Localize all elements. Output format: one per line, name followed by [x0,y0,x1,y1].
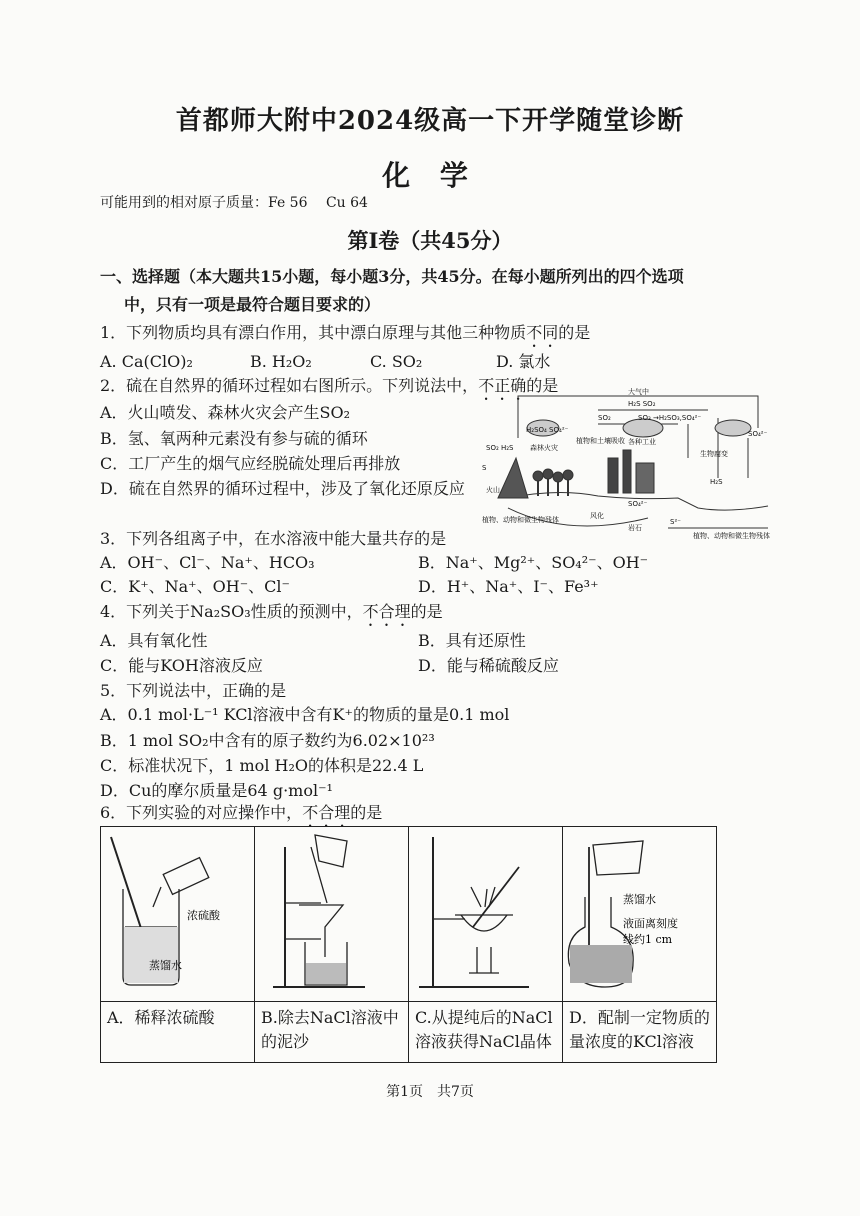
q6-stem: 6．下列实验的对应操作中，不合理的是 [100,803,383,822]
q5-option-c: C．标准状况下，1 mol H₂O的体积是22.4 L [100,756,424,775]
exp-image-c [409,827,563,1002]
q2-option-b: B．氢、氧两种元素没有参与硫的循环 [100,429,368,448]
experiment-table [100,826,717,1063]
caption-c: C.从提纯后的NaCl 溶液获得NaCl晶体 [409,1002,563,1063]
fig-absorb: 植物和土壤吸收 [576,437,625,445]
q2-option-a: A．火山喷发、森林火灾会产生SO₂ [100,403,351,422]
q1-option-d: D. 氯水 [496,352,551,371]
fig-residue-right: 植物、动物和微生物残体 [693,532,770,540]
label-water-a: 蒸馏水 [149,959,182,972]
fig-so4-right: SO₄²⁻ [748,430,768,438]
q5-option-d: D．Cu的摩尔质量是64 g·mol⁻¹ [100,781,333,800]
exam-title: 首都师大附中2024级高一下开学随堂诊断 [175,106,685,136]
q5-option-a: A．0.1 mol·L⁻¹ KCl溶液中含有K⁺的物质的量是0.1 mol [100,705,510,724]
q1-option-c: C. SO₂ [370,352,423,371]
exp-image-d [563,827,717,1002]
caption-d: D．配制一定物质的 量浓度的KCl溶液 [563,1002,717,1063]
fig-h2so4: H₂SO₄ SO₄²⁻ [526,426,569,434]
label-mark-1: 液面离刻度 [623,917,678,930]
subject-title: 化 学 [382,159,478,192]
q4-option-c: C．能与KOH溶液反应 [100,656,263,675]
atomic-mass-note: 可能用到的相对原子质量：Fe 56 Cu 64 [100,195,368,211]
fig-decay: 生物腐变 [700,450,728,458]
q3-option-b: B．Na⁺、Mg²⁺、SO₄²⁻、OH⁻ [418,553,649,572]
label-water-d: 蒸馏水 [623,893,656,906]
fig-volcano: 火山 [486,486,500,494]
section-title: 第I卷（共45分） [347,228,513,253]
sulfur-cycle-figure [478,388,778,550]
fig-s2: S²⁻ [670,518,681,526]
fig-atmosphere: 大气中 [628,388,649,396]
fig-residue-left: 植物、动物和微生物残体 [482,516,559,524]
instructions-line1: 一、选择题（本大题共15小题，每小题3分，共45分。在每小题所列出的四个选项 [100,267,684,286]
q1-stem: 1．下列物质均具有漂白作用，其中漂白原理与其他三种物质不同的是 [100,323,591,342]
q1-option-a: A. Ca(ClO)₂ [100,352,193,371]
q3-stem: 3．下列各组离子中，在水溶液中能大量共存的是 [100,529,447,548]
q4-option-d: D．能与稀硫酸反应 [418,656,559,675]
fig-forest-fire: 森林火灾 [530,444,558,452]
q5-stem: 5．下列说法中，正确的是 [100,681,287,700]
q5-option-b: B．1 mol SO₂中含有的原子数约为6.02×10²³ [100,731,435,750]
fig-rock: 岩石 [628,524,642,532]
page-footer: 第1页 共7页 [386,1084,474,1100]
fig-h2s-so2: H₂S SO₂ [628,400,656,408]
q3-option-d: D．H⁺、Na⁺、I⁻、Fe³⁺ [418,577,599,596]
exp-image-b [255,827,409,1002]
fig-h2s-right: H₂S [710,478,723,486]
q4-option-b: B．具有还原性 [418,631,526,650]
label-conc-acid: 浓硫酸 [187,909,220,922]
caption-b: B.除去NaCl溶液中 的泥沙 [255,1002,409,1063]
q2-option-c: C．工厂产生的烟气应经脱硫处理后再排放 [100,454,401,473]
q4-stem: 4．下列关于Na₂SO₃性质的预测中，不合理的是 [100,602,443,621]
label-mark-2: 线约1 cm [623,933,673,946]
caption-a: A．稀释浓硫酸 [101,1002,255,1063]
fig-so4-low: SO₄²⁻ [628,500,648,508]
q2-option-d: D．硫在自然界的循环过程中，涉及了氧化还原反应 [100,479,465,498]
fig-weathering: 风化 [590,512,604,520]
q4-option-a: A．具有氧化性 [100,631,208,650]
q2-stem: 2．硫在自然界的循环过程如右图所示。下列说法中，不正确的是 [100,376,559,395]
q3-option-c: C．K⁺、Na⁺、OH⁻、Cl⁻ [100,577,290,596]
fig-so2-h2s: SO₂ H₂S [486,444,514,452]
fig-industry: 各种工业 [628,438,656,446]
q1-option-b: B. H₂O₂ [250,352,312,371]
fig-s: S [482,464,487,472]
q3-option-a: A．OH⁻、Cl⁻、Na⁺、HCO₃ [100,553,315,572]
instructions-line2: 中，只有一项是最符合题目要求的） [124,295,381,314]
fig-so3: SO₃ →H₂SO₃,SO₄²⁻ [638,414,702,422]
fig-so2-mid: SO₂ [598,414,611,422]
exp-image-a [101,827,255,1002]
